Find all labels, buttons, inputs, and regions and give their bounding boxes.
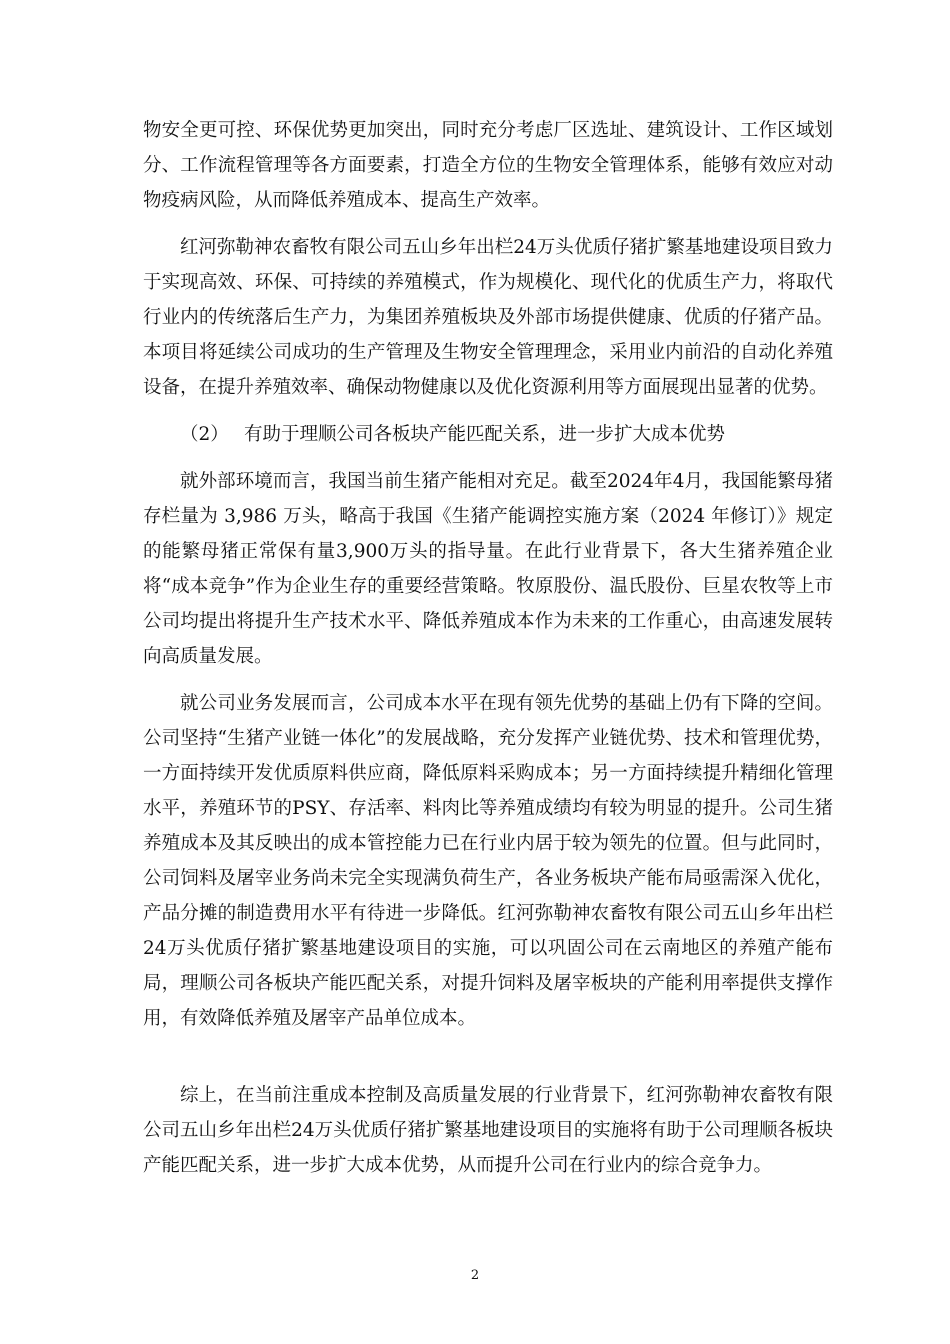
section-subheading <box>143 417 833 452</box>
paragraph-project-overview: 红河弥勒神农畜牧有限公司五山乡年出栏24万头优质仔猪扩繁基地建设项目致力于实现高效、环保、可持续的养殖模式，作为规模化、现代化的优质生产力，将取代行业内的传统落后生产力，为集团养殖板块及外部市场提供健康、优质的仔猪产品。本项目将延续公司成功的生产管理及生物安全管理理念，采用业内前沿的自动化养殖设备，在提升养殖效率、确保动物健康以及优化资源利用等方面展现出显著的优势。 <box>143 237 833 398</box>
subheading-number: （2） <box>180 424 229 445</box>
document-body <box>143 113 833 1195</box>
paragraph-biosecurity: 物安全更可控、环保优势更加突出，同时充分考虑厂区选址、建筑设计、工作区域划分、工作流程管理等各方面要素，打造全方位的生物安全管理体系，能够有效应对动物疫病风险，从而降低养殖成本、提高生产效率。 <box>143 120 833 211</box>
paragraph-external-environment: 就外部环境而言，我国当前生猪产能相对充足。截至2024年4月，我国能繁母猪存栏量为 3,986 万头，略高于我国《生猪产能调控实施方案（2024 年修订）》规定的能繁母猪正常保有量3,900万头的指导量。在此行业背景下，各大生猪养殖企业将“成本竞争”作为企业生存的重要经营策略。牧原股份、温氏股份、巨星农牧等上市公司均提出将提升生产技术水平、降低养殖成本作为未来的工作重心，由高速发展转向高质量发展。 <box>143 471 833 667</box>
paragraph-conclusion: 综上，在当前注重成本控制及高质量发展的行业背景下，红河弥勒神农畜牧有限公司五山乡年出栏24万头优质仔猪扩繁基地建设项目的实施将有助于公司理顺各板块产能匹配关系，进一步扩大成本优势，从而提升公司在行业内的综合竞争力。 <box>143 1085 833 1176</box>
page-number: 2 <box>470 1268 480 1283</box>
subheading-text: 有助于理顺公司各板块产能匹配关系，进一步扩大成本优势 <box>244 424 726 445</box>
paragraph-spacer <box>143 1048 833 1078</box>
paragraph-business-development: 就公司业务发展而言，公司成本水平在现有领先优势的基础上仍有下降的空间。公司坚持“生猪产业链一体化”的发展战略，充分发挥产业链优势、技术和管理优势，一方面持续开发优质原料供应商，降低原料采购成本；另一方面持续提升精细化管理水平，养殖环节的PSY、存活率、料肉比等养殖成绩均有较为明显的提升。公司生猪养殖成本及其反映出的成本管控能力已在行业内居于较为领先的位置。但与此同时，公司饲料及屠宰业务尚未完全实现满负荷生产，各业务板块产能布局亟需深入优化，产品分摊的制造费用水平有待进一步降低。红河弥勒神农畜牧有限公司五山乡年出栏24万头优质仔猪扩繁基地建设项目的实施，可以巩固公司在云南地区的养殖产能布局，理顺公司各板块产能匹配关系，对提升饲料及屠宰板块的产能利用率提供支撑作用，有效降低养殖及屠宰产品单位成本。 <box>143 693 833 1029</box>
